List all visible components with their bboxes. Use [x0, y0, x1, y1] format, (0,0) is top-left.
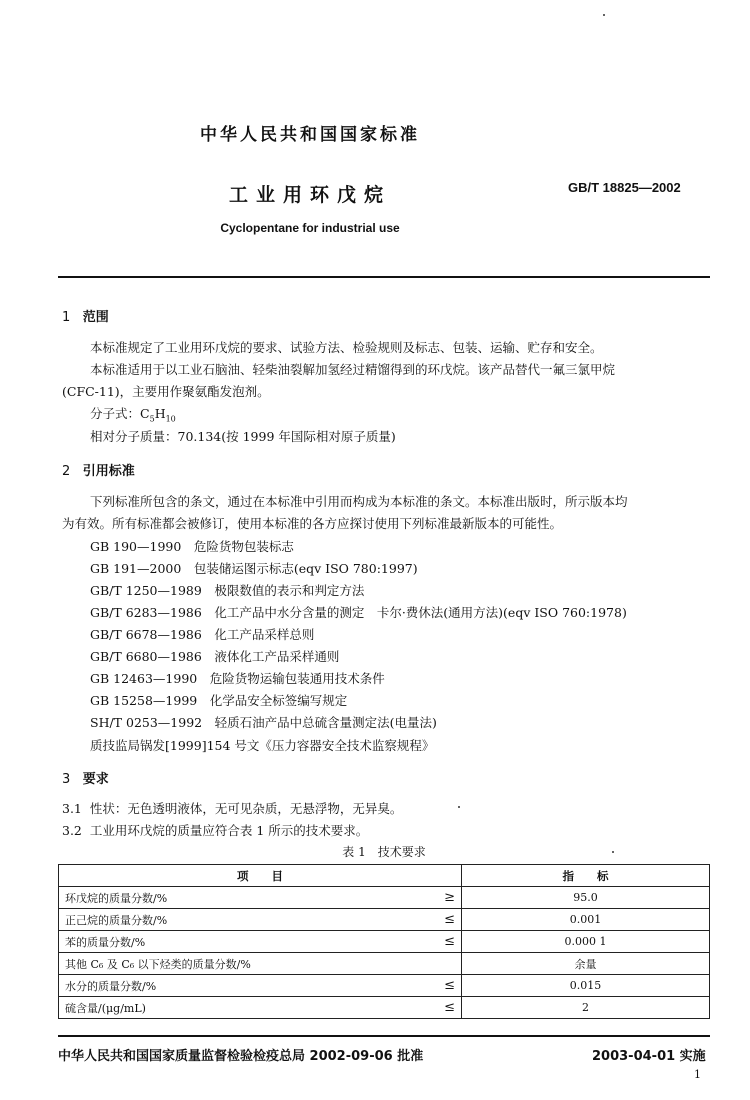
section-title: 引用标准	[82, 464, 135, 479]
reference-item: GB/T 6678—1986 化工产品采样总则	[90, 627, 315, 642]
formula-hydrogen-count: 10	[165, 414, 176, 424]
table-row	[59, 931, 710, 953]
row-item: 苯的质量分数/%	[59, 931, 420, 953]
formula-carbon-count: 5	[149, 414, 155, 424]
row-item: 环戊烷的质量分数/%	[59, 887, 420, 909]
section-2-heading	[62, 460, 135, 479]
row-value: 0.001	[462, 909, 710, 931]
requirement-3-2	[62, 821, 368, 839]
row-operator: ≥	[419, 887, 462, 909]
row-operator: ≤	[419, 909, 462, 931]
row-operator	[419, 953, 462, 975]
effective-date: 2003-04-01 实施	[592, 1049, 706, 1064]
header-item: 项 目	[59, 865, 462, 887]
reference-item: GB 12463—1990 危险货物运输包装通用技术条件	[90, 671, 385, 686]
standard-title: 工业用环戊烷	[228, 184, 391, 206]
standard-code: GB/T 18825—2002	[568, 180, 681, 195]
table-header-row	[59, 865, 710, 887]
row-operator: ≤	[419, 931, 462, 953]
issuing-authority: 中华人民共和国国家标准	[200, 125, 420, 145]
row-value: 余量	[462, 953, 710, 975]
english-title: Cyclopentane for industrial use	[220, 221, 400, 235]
header-rule	[58, 276, 710, 278]
reference-item: GB 190—1990 危险货物包装标志	[90, 539, 294, 554]
row-value: 0.000 1	[462, 931, 710, 953]
references-intro-line-2: 为有效。所有标准都会被修订，使用本标准的各方应探讨使用下列标准最新版本的可能性。	[62, 516, 563, 531]
row-operator: ≤	[419, 975, 462, 997]
footer-rule	[58, 1035, 710, 1037]
scope-paragraph-2-line-1: 本标准适用于以工业石脑油、轻柴油裂解加氢经过精馏得到的环戊烷。该产品替代一氟三氯甲烷	[90, 362, 616, 377]
row-value: 2	[462, 997, 710, 1019]
clause-text: 工业用环戊烷的质量应符合表 1 所示的技术要求。	[89, 823, 369, 838]
approval-line: 中华人民共和国国家质量监督检验检疫总局 2002-09-06 批准	[58, 1049, 424, 1064]
reference-item: GB 15258—1999 化学品安全标签编写规定	[90, 693, 348, 708]
clause-text: 性状：无色透明液体，无可见杂质，无悬浮物，无异臭。	[89, 801, 403, 816]
row-value: 0.015	[462, 975, 710, 997]
molecular-formula	[90, 404, 176, 424]
molecular-mass: 相对分子质量：70.134(按 1999 年国际相对原子质量)	[90, 429, 396, 444]
reference-item: 质技监局锅发[1999]154 号文《压力容器安全技术监察规程》	[90, 738, 435, 753]
row-value: 95.0	[462, 887, 710, 909]
table-row	[59, 953, 710, 975]
section-1-heading	[62, 306, 109, 325]
reference-item: GB 191—2000 包装储运图示标志(eqv ISO 780:1997)	[90, 561, 418, 576]
technical-requirements-table	[58, 864, 710, 1019]
section-title: 范围	[82, 310, 109, 325]
section-number: 2	[62, 464, 71, 479]
references-intro-line-1: 下列标准所包含的条文，通过在本标准中引用而构成为本标准的条文。本标准出版时，所示版本均	[90, 494, 628, 509]
scope-paragraph-1: 本标准规定了工业用环戊烷的要求、试验方法、检验规则及标志、包装、运输、贮存和安全。	[90, 340, 603, 355]
table-caption: 表 1 技术要求	[342, 845, 426, 859]
formula-hydrogen: H	[154, 406, 166, 421]
table-row	[59, 975, 710, 997]
table-row	[59, 909, 710, 931]
header-value: 指 标	[462, 865, 710, 887]
section-3-heading	[62, 768, 109, 787]
section-number: 1	[62, 310, 71, 325]
row-item: 正己烷的质量分数/%	[59, 909, 420, 931]
scope-paragraph-2-line-2: (CFC-11)，主要用作聚氨酯发泡剂。	[62, 384, 270, 399]
formula-carbon: C	[140, 406, 150, 421]
table-row	[59, 887, 710, 909]
row-item: 其他 C₆ 及 C₆ 以下烃类的质量分数/%	[59, 953, 420, 975]
row-item: 硫含量/(μg/mL)	[59, 997, 420, 1019]
reference-item: GB/T 6680—1986 液体化工产品采样通则	[90, 649, 340, 664]
table-row	[59, 997, 710, 1019]
reference-item: SH/T 0253—1992 轻质石油产品中总硫含量测定法(电量法)	[90, 715, 437, 730]
page-number: 1	[694, 1068, 701, 1081]
reference-item: GB/T 6283—1986 化工产品中水分含量的测定 卡尔·费休法(通用方法)(eqv ISO 760:1978)	[90, 605, 627, 620]
clause-number: 3.2	[62, 823, 82, 838]
requirement-3-1	[62, 799, 402, 817]
clause-number: 3.1	[62, 801, 82, 816]
reference-item: GB/T 1250—1989 极限数值的表示和判定方法	[90, 583, 365, 598]
section-number: 3	[62, 772, 71, 787]
section-title: 要求	[82, 772, 109, 787]
row-operator: ≤	[419, 997, 462, 1019]
formula-label: 分子式：	[90, 406, 141, 421]
row-item: 水分的质量分数/%	[59, 975, 420, 997]
